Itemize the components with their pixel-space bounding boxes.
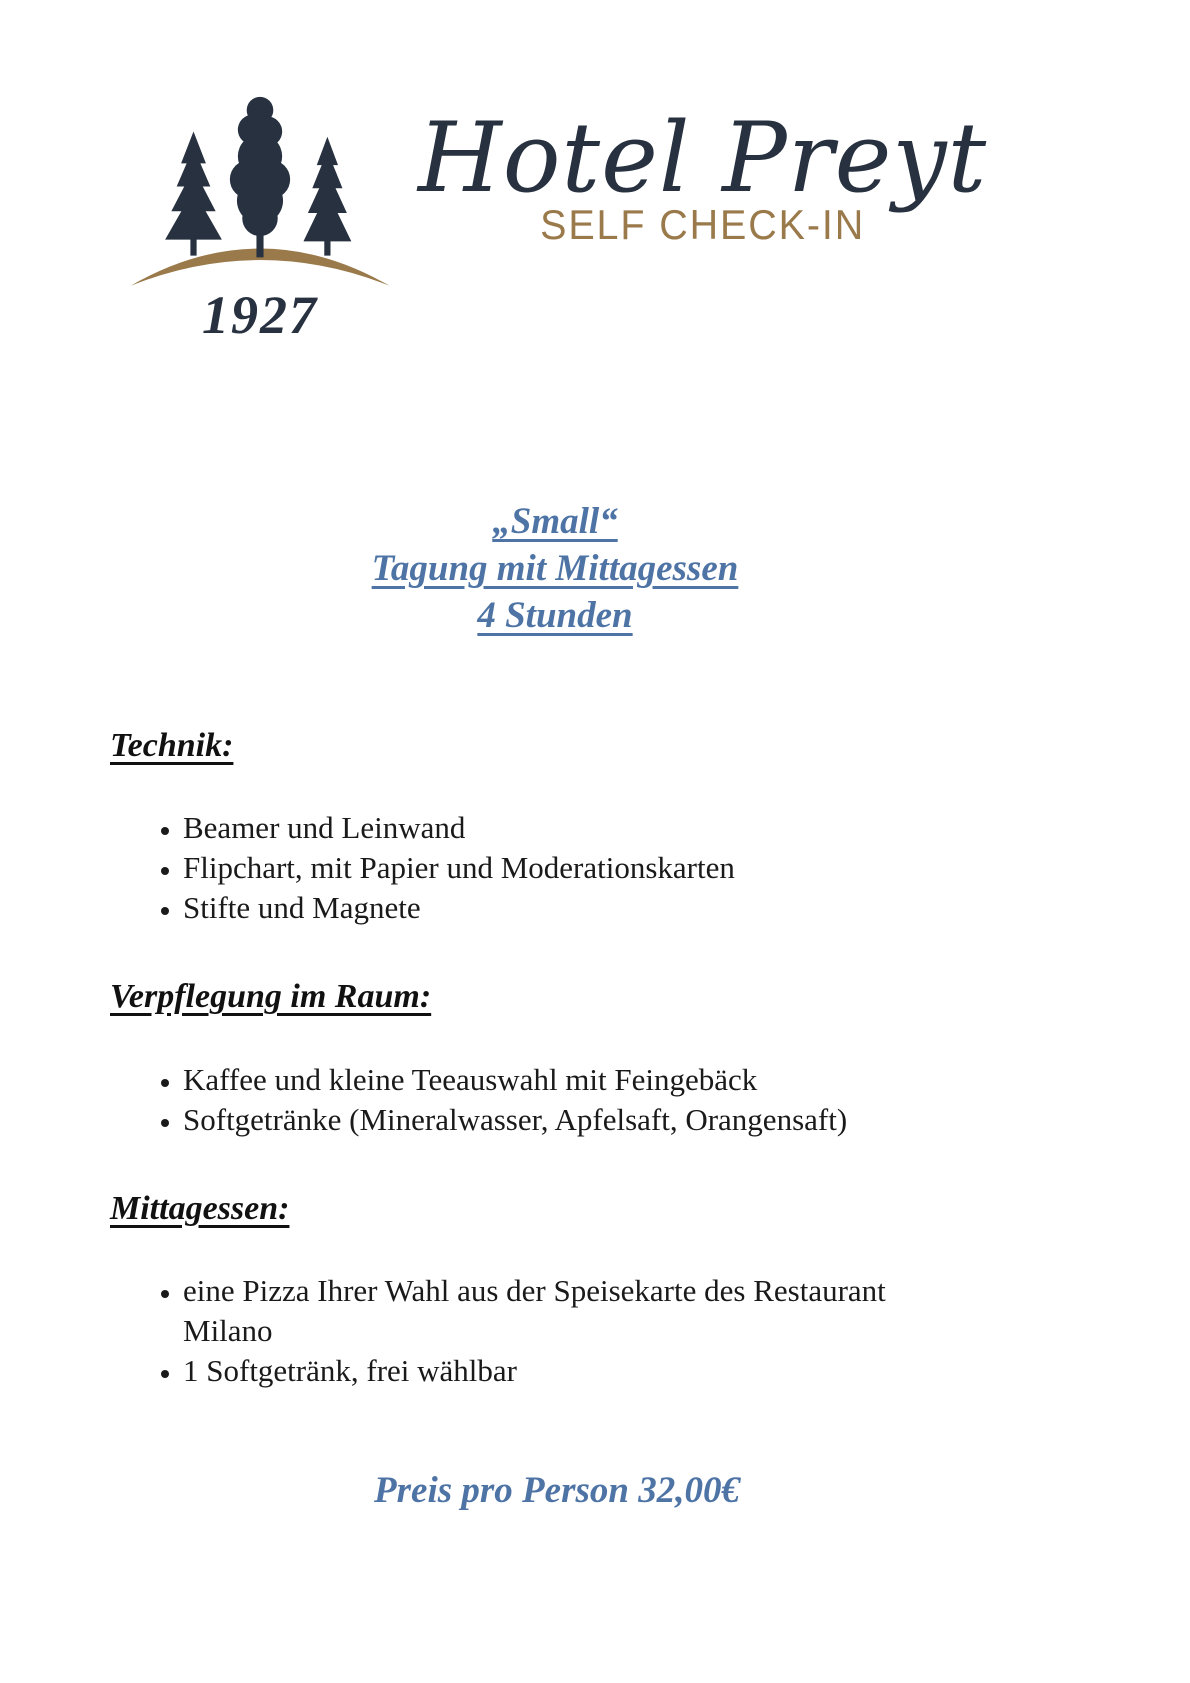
list-item: • Beamer und Leinwand — [183, 808, 903, 848]
section-technik — [110, 727, 1190, 928]
technik-list — [110, 808, 1190, 928]
package-title-line-2: Tagung mit Mittagessen — [371, 548, 739, 589]
package-title-line-3: 4 Stunden — [477, 595, 633, 636]
package-title-line-1: „Small“ — [492, 501, 618, 542]
section-heading-mittagessen: Mittagessen: — [110, 1189, 290, 1227]
section-heading-technik: Technik: — [110, 727, 234, 764]
mittagessen-list — [110, 1271, 1190, 1391]
section-mittagessen — [110, 1190, 1190, 1391]
list-item: • Softgetränke (Mineralwasser, Apfelsaft, Orangensaft) — [183, 1100, 903, 1140]
self-check-in-label: SELF CHECK-IN — [540, 201, 866, 248]
verpflegung-list — [110, 1060, 1190, 1140]
section-verpflegung — [110, 978, 1190, 1139]
logo-year: 1927 — [202, 285, 318, 345]
hotel-name: Hotel Preyt — [418, 102, 988, 214]
content — [110, 727, 1190, 1391]
trees-hill-icon — [127, 80, 393, 300]
section-heading-verpflegung: Verpflegung im Raum: — [110, 978, 432, 1016]
list-item: • Stifte und Magnete — [183, 888, 903, 928]
hotel-logo — [120, 80, 400, 346]
list-item: • Flipchart, mit Papier und Moderationskarten — [183, 848, 903, 888]
list-item: • eine Pizza Ihrer Wahl aus der Speisekarte des Restaurant Milano — [183, 1271, 903, 1351]
package-title-block — [0, 498, 1190, 639]
price-line: Preis pro Person 32,00€ — [374, 1470, 740, 1512]
brand-block — [418, 80, 987, 246]
list-item: • Kaffee und kleine Teeauswahl mit Feingebäck — [183, 1060, 903, 1100]
header — [0, 0, 1190, 346]
list-item: • 1 Softgetränk, frei wählbar — [183, 1351, 903, 1391]
